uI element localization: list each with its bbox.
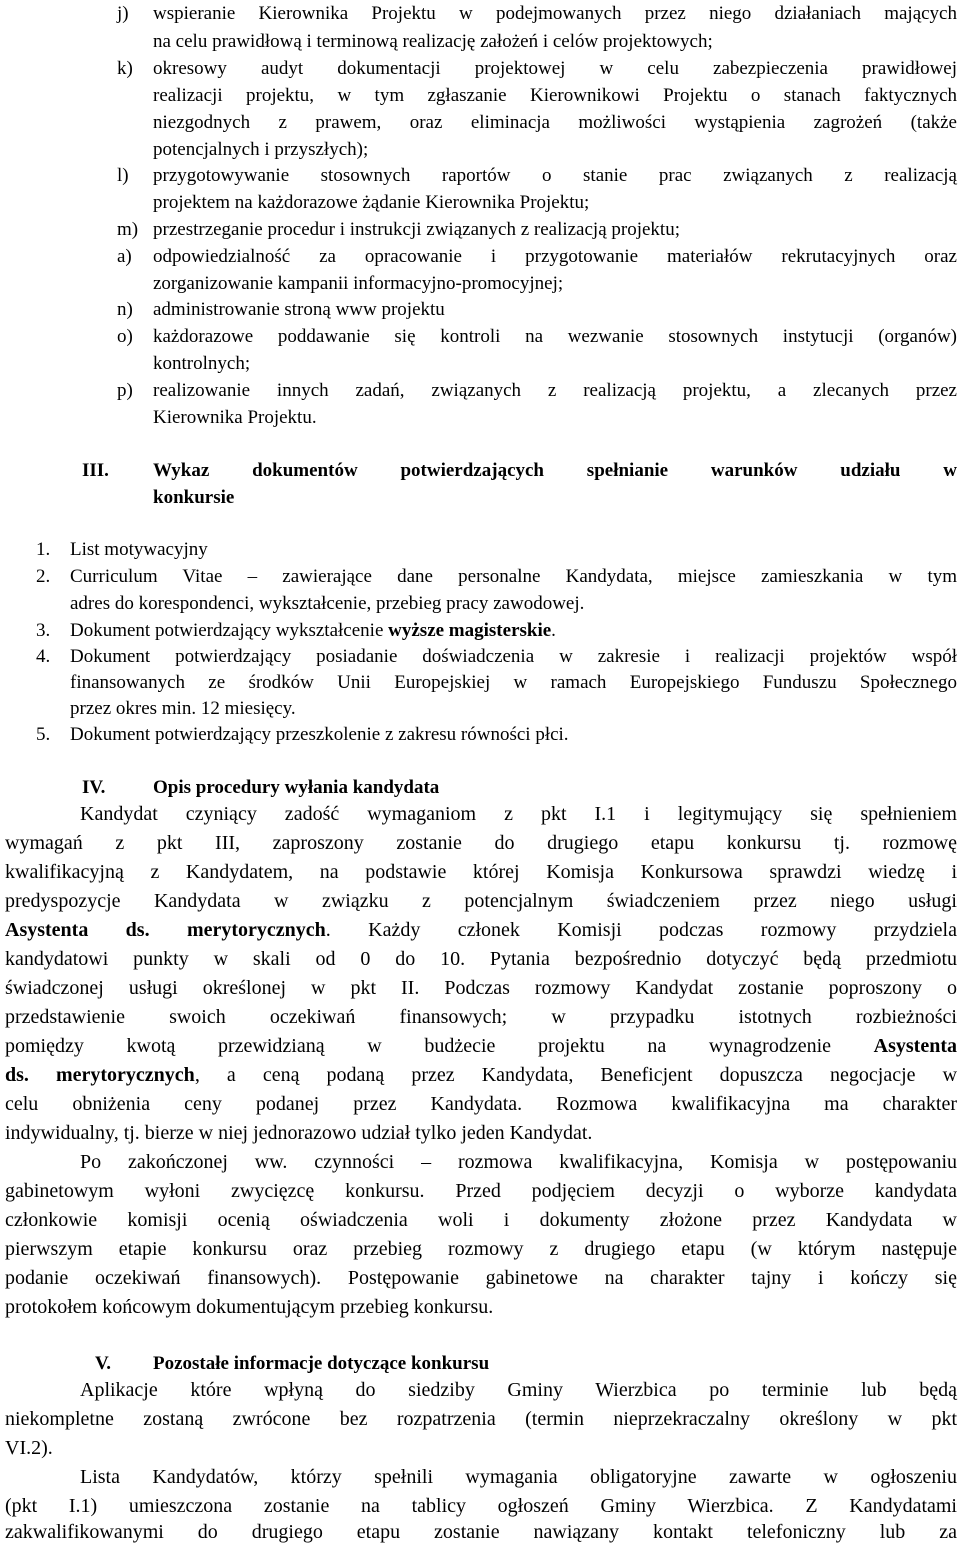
- section-title: Pozostałe informacje dotyczące konkursu: [153, 1353, 490, 1374]
- paragraph-line: Kandydat czyniący zadość wymaganiom z pkt I.1 i legitymujący się spełnieniem: [80, 803, 957, 825]
- doc-item-line: Dokument potwierdzający wykształcenie wyższe magisterskie.: [70, 620, 556, 641]
- list-item-line: zorganizowanie kampanii informacyjno-promocyjnej;: [153, 273, 564, 294]
- paragraph-line: Po zakończonej ww. czynności – rozmowa kwalifikacyjna, Komisja w postępowaniu: [80, 1151, 957, 1173]
- list-item-line: wspieranie Kierownika Projektu w podejmowanych przez niego działaniach mających: [153, 3, 957, 24]
- doc-item-line: Curriculum Vitae – zawierające dane personalne Kandydata, miejsce zamieszkania w tym: [70, 566, 957, 587]
- paragraph-line: VI.2).: [5, 1437, 53, 1459]
- section-number: V.: [95, 1353, 112, 1374]
- list-item-line: realizacji projektu, w tym zgłaszanie Kierownikowi Projektu o stanach faktycznych: [153, 85, 957, 106]
- paragraph-line: kandydatowi punkty w skali od 0 do 10. Pytania bezpośrednio dotyczyć będą przedmiotu: [5, 948, 957, 970]
- list-item-line: na celu prawidłową i terminową realizację założeń i celów projektowych;: [153, 31, 713, 52]
- list-item-line: przygotowywanie stosownych raportów o stanie prac związanych z realizacją: [153, 165, 957, 186]
- section-title: Wykaz dokumentów potwierdzających spełnianie warunków udziału w: [153, 460, 957, 481]
- section-title: konkursie: [153, 487, 235, 508]
- paragraph-line: Aplikacje które wpłyną do siedziby Gminy Wierzbica po terminie lub będą: [80, 1379, 957, 1401]
- paragraph-line: świadczonej usługi określonej w pkt II. Podczas rozmowy Kandydat zostanie poproszony o: [5, 977, 957, 999]
- doc-item-line: Dokument potwierdzający posiadanie doświadczenia w zakresie i realizacji projektów współ: [70, 646, 957, 667]
- list-item-line: okresowy audyt dokumentacji projektowej w celu zabezpieczenia prawidłowej: [153, 58, 957, 79]
- doc-item-number: 2.: [36, 566, 51, 587]
- paragraph-line: pierwszym etapie konkursu oraz przebieg rozmowy z drugiego etapu (w którym następuje: [5, 1238, 957, 1260]
- doc-item-line: List motywacyjny: [70, 539, 208, 560]
- section-title: Opis procedury wyłania kandydata: [153, 777, 440, 798]
- section-number: III.: [82, 460, 109, 481]
- list-marker: a): [117, 246, 132, 267]
- list-marker: l): [117, 165, 129, 186]
- paragraph-line: (pkt I.1) umieszczona zostanie na tablicy ogłoszeń Gminy Wierzbica. Z Kandydatami: [5, 1495, 957, 1517]
- list-item-line: każdorazowe poddawanie się kontroli na wezwanie stosownych instytucji (organów): [153, 326, 957, 347]
- paragraph-line: gabinetowym wyłoni zwycięzcę konkursu. Przed podjęciem decyzji o wyborze kandydata: [5, 1180, 957, 1202]
- list-marker: p): [117, 380, 133, 401]
- list-item-line: odpowiedzialność za opracowanie i przygotowanie materiałów rekrutacyjnych oraz: [153, 246, 957, 267]
- paragraph-line: protokołem końcowym dokumentującym przebieg konkursu.: [5, 1296, 494, 1318]
- list-item-line: administrowanie stroną www projektu: [153, 299, 445, 320]
- doc-item-line: adres do korespondenci, wykształcenie, przebieg pracy zawodowej.: [70, 593, 585, 614]
- list-item-line: niezgodnych z prawem, oraz eliminacja możliwości wystąpienia zagrożeń (także: [153, 112, 957, 133]
- list-item-line: przestrzeganie procedur i instrukcji związanych z realizacją projektu;: [153, 219, 680, 240]
- section-number: IV.: [82, 777, 106, 798]
- paragraph-line: członkowie komisji ocenią oświadczenia woli i dokumenty złożone przez Kandydata w: [5, 1209, 957, 1231]
- list-item-line: potencjalnych i przyszłych);: [153, 139, 369, 160]
- paragraph-line: predyspozycje Kandydata w związku z potencjalnym świadczeniem przez niego usługi: [5, 890, 957, 912]
- doc-item-number: 4.: [36, 646, 51, 667]
- doc-item-line: finansowanych ze środków Unii Europejskiej w ramach Europejskiego Funduszu Społecznego: [70, 672, 957, 693]
- paragraph-line: niekompletne zostaną zwrócone bez rozpatrzenia (termin nieprzekraczalny określony w pkt: [5, 1408, 957, 1430]
- paragraph-line: indywidualny, tj. bierze w niej jednorazowo udział tylko jeden Kandydat.: [5, 1122, 593, 1144]
- paragraph-line: celu obniżenia ceny podanej przez Kandydata. Rozmowa kwalifikacyjna ma charakter: [5, 1093, 957, 1115]
- paragraph-line: pomiędzy kwotą przewidzianą w budżecie projektu na wynagrodzenie Asystenta: [5, 1035, 957, 1057]
- doc-item-number: 1.: [36, 539, 51, 560]
- list-marker: n): [117, 299, 133, 320]
- list-marker: k): [117, 58, 133, 79]
- paragraph-line: Asystenta ds. merytorycznych. Każdy członek Komisji podczas rozmowy przydziela: [5, 919, 957, 941]
- list-item-line: kontrolnych;: [153, 353, 251, 374]
- list-item-line: realizowanie innych zadań, związanych z realizacją projektu, a zlecanych przez: [153, 380, 957, 401]
- list-item-line: projektem na każdorazowe żądanie Kierownika Projektu;: [153, 192, 590, 213]
- list-marker: m): [117, 219, 139, 240]
- list-marker: j): [117, 3, 129, 24]
- paragraph-line: podanie oczekiwań finansowych). Postępowanie gabinetowe na charakter tajny i kończy się: [5, 1267, 957, 1289]
- doc-item-number: 3.: [36, 620, 51, 641]
- doc-item-line: przez okres min. 12 miesięcy.: [70, 698, 296, 719]
- list-item-line: Kierownika Projektu.: [153, 407, 317, 428]
- paragraph-line: zakwalifikowanymi do drugiego etapu zostanie nawiązany kontakt telefoniczny lub za: [5, 1521, 957, 1543]
- doc-item-line: Dokument potwierdzający przeszkolenie z zakresu równości płci.: [70, 724, 569, 745]
- paragraph-line: ds. merytorycznych, a ceną podaną przez Kandydata, Beneficjent dopuszcza negocjacje w: [5, 1064, 958, 1086]
- paragraph-line: przedstawienie swoich oczekiwań finansowych; w przypadku istotnych rozbieżności: [5, 1006, 957, 1028]
- paragraph-line: Lista Kandydatów, którzy spełnili wymagania obligatoryjne zawarte w ogłoszeniu: [80, 1466, 957, 1488]
- paragraph-line: kwalifikacyjną z Kandydatem, na podstawie której Komisja Konkursowa sprawdzi wiedzę i: [5, 861, 957, 883]
- list-marker: o): [117, 326, 133, 347]
- doc-item-number: 5.: [36, 724, 51, 745]
- paragraph-line: wymagań z pkt III, zaproszony zostanie do drugiego etapu konkursu tj. rozmowę: [5, 832, 957, 854]
